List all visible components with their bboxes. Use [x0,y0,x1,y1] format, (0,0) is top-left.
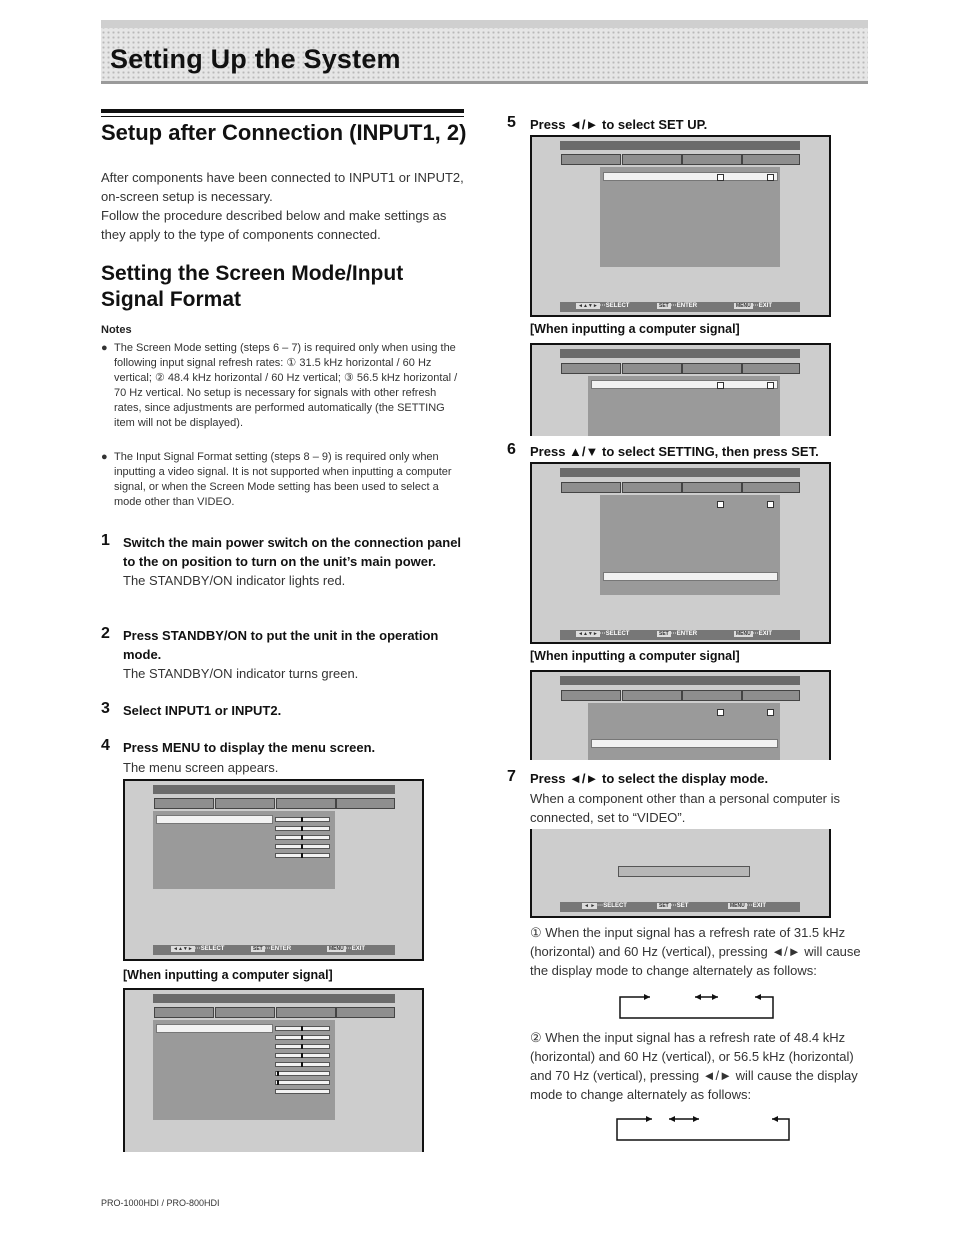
step-title: Select INPUT1 or INPUT2. [123,703,282,718]
bullet-icon: ● [101,342,108,354]
computer-signal-caption: [When inputting a computer signal] [530,322,740,336]
step-number: 4 [101,737,110,754]
note-text: The Input Signal Format setting (steps 8 – 9) is required only when inputting a video signal. It is not supported when inputting a computer signal, or when the Screen Mode setting has been used to select a mode other than VIDEO. [114,451,452,508]
step-number: 7 [507,768,516,785]
select-hint: ◄▲▼► ···SELECT [578,631,630,637]
step-3 [123,702,468,721]
enter-hint: SET ···ENTER [659,303,698,309]
exit-hint: MENU ···EXIT [730,903,767,909]
setting-screen [530,462,831,644]
step-number: 5 [507,114,516,131]
set-hint: SET ···SET [659,903,689,909]
notes-label: Notes [101,324,132,336]
step-title: Press STANDBY/ON to put the unit in the operation mode. [123,628,439,662]
intro-text [101,168,471,244]
step-4 [123,739,468,777]
section-rule-thin [101,116,464,117]
mode-note-2: ② When the input signal has a refresh rate of 48.4 kHz (horizontal) and 60 Hz (vertical), or 56.5 kHz (horizontal) and 70 Hz (vertical), pressing ◄/► will cause the display mode to change alternately as follows: [530,1030,858,1102]
computer-signal-caption: [When inputting a computer signal] [530,649,740,663]
step-title: Press MENU to display the menu screen. [123,740,376,755]
page-title: Setting Up the System [110,44,401,74]
enter-hint: SET ···ENTER [659,631,698,637]
step-body: When a component other than a personal computer is connected, set to “VIDEO”. [530,790,841,825]
setup-screen-computer [530,343,831,436]
exit-hint: MENU ···EXIT [736,631,773,637]
subsection-title: Setting the Screen Mode/Input Signal Format [101,262,404,311]
setting-screen-computer [530,670,831,760]
section-title: Setup after Connection (INPUT1, 2) [101,120,467,145]
step-body: The STANDBY/ON indicator turns green. [123,666,359,681]
menu-screen-computer [123,988,424,1152]
step-number: 1 [101,532,110,549]
step-title: Press ◄/► to select the display mode. [530,771,769,786]
step-6-title: Press ▲/▼ to select SETTING, then press SET. [530,444,819,459]
intro-p1: After components have been connected to INPUT1 or INPUT2, on-screen setup is necessary. [101,170,464,204]
intro-p2: Follow the procedure described below and make settings as they apply to the type of components connected. [101,208,447,242]
note-item [101,450,461,510]
mode-note-1: ① When the input signal has a refresh rate of 31.5 kHz (horizontal) and 60 Hz (vertical), pressing ◄/► will cause the display mode to change alternately as follows: [530,925,861,978]
step-body: The menu screen appears. [123,759,279,775]
setup-screen [530,135,831,317]
step-1 [123,534,468,590]
step-7 [530,770,875,827]
exit-hint: MENU ···EXIT [736,303,773,309]
exit-hint: MENU ···EXIT [329,946,366,952]
display-mode-screen [530,829,831,918]
step-number: 6 [507,441,516,458]
mode-cycle-diagram-2 [612,1112,797,1144]
step-body: The STANDBY/ON indicator lights red. [123,573,346,588]
footer-model: PRO-1000HDI / PRO-800HDI [101,1198,220,1208]
section-rule [101,109,464,113]
note-text: The Screen Mode setting (steps 6 – 7) is required only when using the following input signal refresh rates: ① 31.5 kHz horizontal / 60 Hz vertical; ② 48.4 kHz horizontal / 60 Hz vertical; ③ 56.5 kHz horizontal / 70 Hz vertical. No setup is necessary for signals with other refresh rates, since adjustments are performed automatically (the SETTING item will not be displayed). [114,342,458,429]
step-number: 2 [101,625,110,642]
note-item [101,341,461,431]
select-hint: ◄▲▼► ···SELECT [578,303,630,309]
step-2 [123,627,468,683]
enter-hint: SET ···ENTER [253,946,292,952]
menu-screen [123,779,424,961]
step-number: 3 [101,700,110,717]
step-5-title: Press ◄/► to select SET UP. [530,117,708,132]
computer-signal-caption: [When inputting a computer signal] [123,968,333,982]
select-hint: ◄ ► ···SELECT [584,903,627,909]
select-hint: ◄▲▼► ···SELECT [173,946,225,952]
mode-cycle-diagram-1 [615,990,780,1022]
step-title: Switch the main power switch on the connection panel to the on position to turn on the unit’s main power. [123,535,462,569]
bullet-icon: ● [101,451,108,463]
